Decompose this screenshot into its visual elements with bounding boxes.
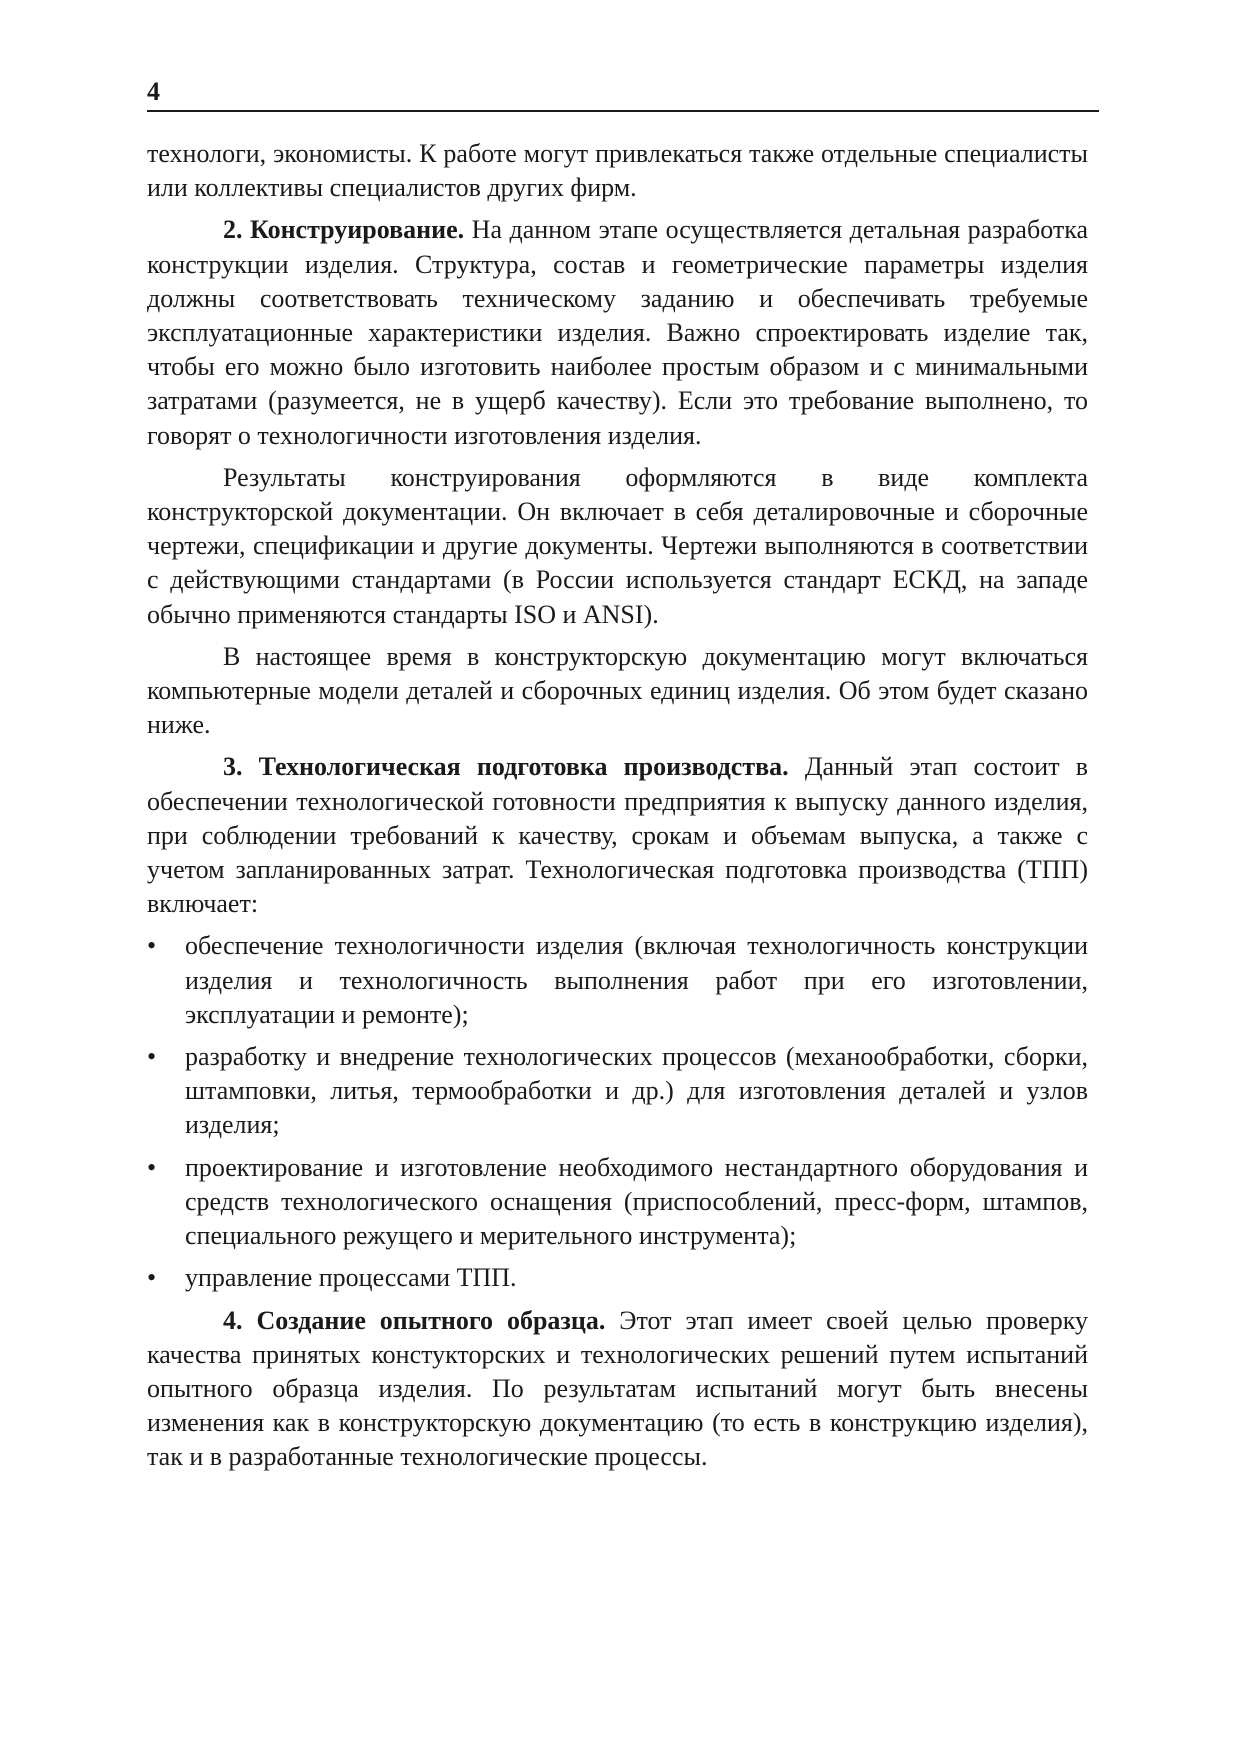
page-body [147,137,1088,1483]
paragraph-design-text: На данном этапе осуществляется детальная разработка конструкции изделия. Структура, состав и геометрические параметры изделия должны соответствовать техническому заданию и обеспечивать требуемые эксплуатационные характеристики изделия. Важно спроектировать изделие так, чтобы его можно было изготовить наиболее простым образом и с минимальными затратами (разумеется, не в ущерб качеству). Если это требование выполнено, то говорят о технологичности изготовления изделия. [147,215,1089,450]
list-item-text: проектирование и изготовление необходимого нестандартного оборудования и средств технологического оснащения (приспособлений, пресс-форм, штампов, специального режущего и мерительного инструмента); [185,1152,1088,1251]
tpp-bullet-list [147,929,1088,1295]
list-item-text: управление процессами ТПП. [185,1263,517,1293]
bullet-icon: • [147,1263,157,1293]
paragraph-continuation: технологи, экономисты. К работе могут привлекаться также отдельные специалисты или коллективы специалистов других фирм. [147,139,1088,203]
running-header [147,78,1099,112]
paragraph-tech-preparation-text: Данный этап состоит в обеспечении технологической готовности предприятия к выпуску данного изделия, при соблюдении требований к качеству, срокам и объемам выпуска, а также с учетом запланированных затрат. Технологическая подготовка производства (ТПП) включает: [147,752,1088,919]
section-heading-tech-preparation: 3. Технологическая подготовка производства. [223,752,789,782]
section-heading-design: 2. Конструирование. [223,215,465,245]
paragraph-design [147,213,1088,452]
list-item [147,1040,1088,1143]
bullet-icon: • [147,1042,157,1072]
paragraph-prototype [147,1304,1088,1475]
paragraph-tech-preparation [147,750,1088,921]
list-item [147,929,1088,1032]
bullet-icon: • [147,931,157,961]
paragraph-design-results: Результаты конструирования оформляются в виде комплекта конструкторской документации. Он включает в себя деталировочные и сборочные чертежи, спецификации и другие документы. Чертежи выполняются в соответствии с действующими стандартами (в России используется стандарт ЕСКД, на западе обычно применяются стандарты ISO и ANSI). [147,462,1088,629]
bullet-icon: • [147,1152,157,1182]
list-item [147,1261,1088,1295]
paragraph-computer-models: В настоящее время в конструкторскую документацию могут включаться компьютерные модели деталей и сборочных единиц изделия. Об этом будет сказано ниже. [147,641,1088,740]
list-item-text: разработку и внедрение технологических процессов (механообработки, сборки, штамповки, литья, термообработки и др.) для изготовления деталей и узлов изделия; [185,1042,1088,1140]
section-heading-prototype: 4. Создание опытного образца. [223,1305,606,1335]
list-item [147,1151,1088,1254]
paragraph-prototype-text: Этот этап имеет своей целью проверку качества принятых констукторских и технологических решений путем испытаний опытного образца изделия. По результатам испытаний могут быть внесены изменения как в конструкторскую документацию (то есть в конструкцию изделия), так и в разработанные технологические процессы. [147,1305,1088,1472]
list-item-text: обеспечение технологичности изделия (включая технологичность конструкции изделия и технологичность выполнения работ при его изготовлении, эксплуатации и ремонте); [185,931,1088,1029]
page-number: 4 [147,77,160,106]
